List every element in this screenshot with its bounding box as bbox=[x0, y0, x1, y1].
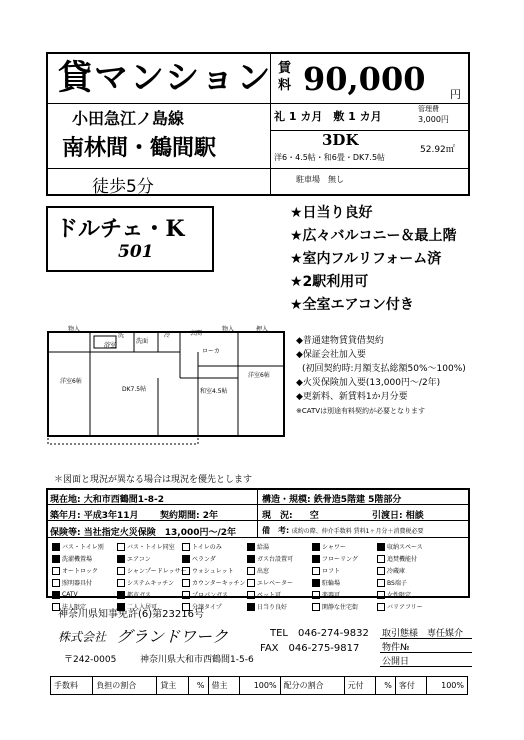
checked-box-icon bbox=[247, 543, 255, 551]
equipment-item bbox=[52, 554, 113, 563]
published-date-label: 公開日 bbox=[382, 657, 410, 667]
feature-item: ★日当り良好 bbox=[290, 205, 373, 221]
equipment-item bbox=[52, 542, 113, 551]
equipment-item bbox=[117, 566, 187, 575]
equipment-label: 法人限定 bbox=[62, 604, 87, 611]
fee-cell: 配分の割合 bbox=[280, 677, 344, 695]
unchecked-box-icon bbox=[247, 591, 255, 599]
company-rule bbox=[380, 638, 472, 639]
equipment-item bbox=[117, 578, 178, 587]
note-item: ◆更新料、新賃料1か月分要 bbox=[296, 392, 408, 402]
equipment-item bbox=[182, 590, 243, 599]
equipment-label: バリアフリー bbox=[387, 604, 423, 611]
note-item: ◆普通建物賃貸借契約 bbox=[296, 336, 384, 346]
term-value: 2年 bbox=[202, 511, 219, 521]
equipment-item bbox=[117, 554, 178, 563]
equipment-item bbox=[312, 602, 373, 611]
equipment-label: CATV bbox=[62, 591, 78, 598]
equipment-label: 二人入居可 bbox=[127, 604, 158, 611]
features-list bbox=[290, 202, 457, 317]
checked-box-icon bbox=[377, 543, 385, 551]
equipment-label: バス・トイレ同室 bbox=[127, 544, 175, 551]
mgmt-fee-label: 管理費 bbox=[418, 105, 439, 113]
equipment-label: ウォシュレット bbox=[192, 568, 234, 575]
unchecked-box-icon bbox=[117, 579, 125, 587]
floor-area: 52.92㎡ bbox=[420, 145, 455, 155]
fee-cell: 負担の割合 bbox=[93, 677, 157, 695]
location-row bbox=[50, 492, 164, 505]
status-value: 空 bbox=[309, 511, 319, 521]
equipment-label: 冷蔵庫 bbox=[387, 568, 406, 575]
checked-box-icon bbox=[312, 543, 320, 551]
rent-label: 賃料 bbox=[278, 61, 292, 93]
unchecked-box-icon bbox=[247, 567, 255, 575]
fee-cell: 客付 bbox=[395, 677, 426, 695]
equipment-label: 洗濯機置場 bbox=[62, 556, 93, 563]
equipment-item bbox=[182, 566, 243, 575]
equipment-item bbox=[247, 602, 308, 611]
equipment-label: 追焚機能付 bbox=[387, 556, 418, 563]
building-name: ドルチェ・K bbox=[56, 216, 185, 242]
equipment-item bbox=[377, 542, 438, 551]
unchecked-box-icon bbox=[182, 543, 190, 551]
company-prefix: 株式会社 bbox=[58, 630, 107, 644]
room-label: 洋室6帖 bbox=[248, 372, 270, 379]
equipment-item bbox=[182, 542, 243, 551]
equipment-label: 日当り良好 bbox=[257, 604, 288, 611]
remarks-row bbox=[262, 525, 423, 536]
checked-box-icon bbox=[247, 603, 255, 611]
structure-row bbox=[262, 492, 401, 505]
trade-type-label: 取引態様 bbox=[382, 629, 419, 639]
company-rule bbox=[380, 652, 472, 653]
status-label: 現 況: bbox=[262, 511, 293, 521]
equipment-item bbox=[182, 554, 243, 563]
equipment-label: ペット可 bbox=[257, 592, 282, 599]
equipment-item bbox=[377, 578, 438, 587]
equipment-item bbox=[377, 602, 438, 611]
equipment-item bbox=[52, 566, 113, 575]
equipment-item bbox=[312, 542, 373, 551]
company-rule bbox=[380, 666, 472, 667]
rent-unit: 円 bbox=[450, 88, 461, 101]
equipment-item bbox=[312, 554, 373, 563]
fee-cell: 100% bbox=[427, 677, 468, 695]
disclaimer: ＊図面と現況が異なる場合は現況を優先とします bbox=[54, 475, 253, 485]
structure-label: 構造・規模: bbox=[262, 495, 311, 505]
company-tel: TEL 046-274-9832 bbox=[270, 628, 369, 639]
company-address: 神奈川県大和市西鶴間1-5-6 bbox=[140, 655, 254, 665]
fee-cell: % bbox=[375, 677, 395, 695]
equipment-item bbox=[117, 590, 178, 599]
equipment-item bbox=[247, 578, 308, 587]
deposit-terms: 礼 1 カ月 敷 1 カ月 bbox=[274, 110, 382, 123]
room-label: ローカ bbox=[202, 348, 220, 355]
equipment-label: シャワー bbox=[322, 544, 346, 551]
equipment-label: 楽器可 bbox=[322, 592, 341, 599]
equipment-label: 都市ガス bbox=[127, 592, 152, 599]
equipment-label: 女性限定 bbox=[387, 592, 412, 599]
unchecked-box-icon bbox=[182, 591, 190, 599]
unchecked-box-icon bbox=[52, 579, 60, 587]
company-fax: FAX 046-275-9817 bbox=[260, 643, 360, 654]
feature-item: ★全室エアコン付き bbox=[290, 297, 414, 313]
checked-box-icon bbox=[117, 555, 125, 563]
room-label: 押入 bbox=[256, 326, 269, 333]
feature-item: ★室内フルリフォーム済 bbox=[290, 251, 442, 267]
unchecked-box-icon bbox=[312, 567, 320, 575]
checked-box-icon bbox=[312, 579, 320, 587]
built-value: 平成3年11月 bbox=[83, 511, 139, 521]
equipment-item bbox=[377, 590, 438, 599]
fee-cell: 貸主 bbox=[157, 677, 188, 695]
equipment-label: エレベーター bbox=[257, 580, 294, 587]
equipment-item bbox=[247, 566, 308, 575]
equipment-label: シャンプードレッサー bbox=[127, 568, 187, 575]
line-name: 小田急江ノ島線 bbox=[72, 109, 185, 128]
checked-box-icon bbox=[117, 591, 125, 599]
equipment-label: オートロック bbox=[62, 568, 98, 575]
equipment-label: エアコン bbox=[127, 556, 151, 563]
location-label: 現在地: bbox=[50, 495, 81, 505]
equipment-grid bbox=[52, 542, 466, 611]
unchecked-box-icon bbox=[182, 567, 190, 575]
unchecked-box-icon bbox=[52, 567, 60, 575]
note-item: ※CATVは別途有料契約が必要となります bbox=[296, 407, 426, 415]
feature-item: ★広々バルコニー＆最上階 bbox=[290, 228, 457, 244]
license-number: 神奈川県知事免許(6)第23216号 bbox=[58, 609, 204, 620]
note-item: (初回契約時:月額支払総額50%〜100%) bbox=[302, 364, 466, 374]
equipment-label: 閑静な住宅街 bbox=[322, 604, 359, 611]
fee-cell: 借主 bbox=[208, 677, 239, 695]
equipment-label: 給湯 bbox=[257, 544, 270, 551]
checked-box-icon bbox=[52, 543, 60, 551]
rent-amount: 90,000 bbox=[303, 60, 426, 98]
contract-notes bbox=[296, 334, 466, 418]
equipment-label: 分譲タイプ bbox=[192, 604, 222, 611]
floor-plan bbox=[48, 318, 286, 448]
equipment-label: ベランダ bbox=[192, 556, 216, 563]
listing-type: 貸マンション bbox=[58, 58, 273, 98]
unchecked-box-icon bbox=[377, 591, 385, 599]
company-name: グランドワーク bbox=[116, 627, 229, 646]
equipment-label: カウンターキッチン bbox=[192, 580, 246, 587]
table-row bbox=[51, 677, 468, 695]
equipment-label: フローリング bbox=[322, 556, 358, 563]
equipment-label: 駐輪場 bbox=[322, 580, 341, 587]
equipment-item bbox=[377, 566, 438, 575]
unchecked-box-icon bbox=[312, 603, 320, 611]
fee-split-table bbox=[50, 676, 468, 695]
checked-box-icon bbox=[312, 555, 320, 563]
fee-cell: 100% bbox=[239, 677, 280, 695]
equipment-item bbox=[247, 542, 308, 551]
structure-value: 鉄骨造5階建 5階部分 bbox=[313, 495, 402, 505]
header-rule bbox=[47, 168, 469, 169]
equipment-item bbox=[312, 578, 373, 587]
room-label: 浴室 bbox=[104, 342, 117, 349]
trade-type-value: 専任媒介 bbox=[427, 629, 464, 639]
built-label: 築年月: bbox=[50, 511, 81, 521]
parking-info: 駐車場 無し bbox=[296, 175, 344, 184]
equipment-label: ガス台設置可 bbox=[257, 556, 294, 563]
room-label: 玄関 bbox=[190, 330, 203, 337]
note-item: ◆保証会社加入要 bbox=[296, 350, 366, 360]
unchecked-box-icon bbox=[377, 567, 385, 575]
details-divider bbox=[257, 489, 258, 537]
unchecked-box-icon bbox=[377, 603, 385, 611]
room-label: 冷 bbox=[164, 332, 171, 339]
unchecked-box-icon bbox=[182, 579, 190, 587]
unchecked-box-icon bbox=[377, 555, 385, 563]
equipment-label: バス・トイレ別 bbox=[62, 544, 104, 551]
move-row bbox=[372, 508, 424, 521]
equipment-label: ロフト bbox=[322, 568, 341, 575]
room-label: 物入 bbox=[68, 326, 81, 333]
checked-box-icon bbox=[182, 555, 190, 563]
equipment-item bbox=[377, 554, 438, 563]
company-zip: 〒242-0005 bbox=[64, 655, 117, 665]
room-label: 物入 bbox=[222, 326, 235, 333]
insurance-value: 当社指定火災保険 13,000円〜/2年 bbox=[83, 528, 237, 538]
equipment-item bbox=[247, 554, 308, 563]
mgmt-fee: 3,000円 bbox=[418, 115, 449, 124]
equipment-item bbox=[182, 578, 246, 587]
term-label: 契約期間: bbox=[160, 511, 200, 521]
layout-type: 3DK bbox=[322, 131, 359, 149]
move-value: 相談 bbox=[405, 511, 424, 521]
room-number: 501 bbox=[118, 242, 154, 262]
header-rule bbox=[47, 103, 469, 104]
remarks-label: 備 考: bbox=[262, 526, 290, 535]
unchecked-box-icon bbox=[117, 543, 125, 551]
room-label: DK7.5帖 bbox=[122, 386, 147, 393]
equipment-label: BS端子 bbox=[387, 580, 407, 587]
location-value: 大和市西鶴間1-8-2 bbox=[83, 495, 165, 505]
fee-cell: % bbox=[188, 677, 208, 695]
room-label: 洋室6帖 bbox=[60, 378, 82, 385]
insurance-row bbox=[50, 525, 236, 538]
fee-cell: 手数料 bbox=[51, 677, 93, 695]
equipment-item bbox=[52, 590, 113, 599]
equipment-label: 収納スペース bbox=[387, 544, 423, 551]
status-row bbox=[262, 508, 319, 521]
built-row bbox=[50, 508, 139, 521]
checked-box-icon bbox=[247, 555, 255, 563]
header-rule bbox=[271, 130, 469, 131]
remarks-value: 成約の際、仲介手数料 賃料1ヶ月分＋消費税必要 bbox=[291, 528, 424, 535]
equipment-label: プロパンガス bbox=[192, 592, 229, 599]
move-label: 引渡日: bbox=[372, 511, 403, 521]
unchecked-box-icon bbox=[247, 579, 255, 587]
unchecked-box-icon bbox=[377, 579, 385, 587]
unchecked-box-icon bbox=[117, 567, 125, 575]
room-details: 洋6・4.5帖・和6畳・DK7.5帖 bbox=[274, 153, 386, 162]
room-label: 洗面 bbox=[136, 338, 149, 345]
insurance-label: 保険等: bbox=[50, 528, 81, 538]
equipment-item bbox=[117, 542, 178, 551]
note-item: ◆火災保険加入要(13,000円〜/2年) bbox=[296, 378, 441, 388]
equipment-item bbox=[247, 590, 308, 599]
checked-box-icon bbox=[52, 555, 60, 563]
station-name: 南林間・鶴間駅 bbox=[62, 135, 217, 161]
checked-box-icon bbox=[52, 591, 60, 599]
term-row bbox=[160, 508, 218, 521]
equipment-label: システムキッチン bbox=[127, 580, 174, 587]
walk-time: 徒歩5分 bbox=[92, 177, 154, 197]
room-label: 洗 bbox=[118, 332, 125, 339]
equipment-label: 出窓 bbox=[257, 568, 270, 575]
unchecked-box-icon bbox=[312, 591, 320, 599]
room-label: 和室4.5帖 bbox=[200, 388, 228, 395]
equipment-item bbox=[312, 590, 373, 599]
feature-item: ★2駅利用可 bbox=[290, 274, 369, 290]
equipment-item bbox=[312, 566, 373, 575]
equipment-label: 照明器具付 bbox=[62, 580, 93, 587]
equipment-label: トイレのみ bbox=[192, 544, 222, 551]
fee-cell: 元付 bbox=[344, 677, 375, 695]
property-number-label: 物件№ bbox=[382, 643, 410, 653]
equipment-item bbox=[52, 578, 113, 587]
